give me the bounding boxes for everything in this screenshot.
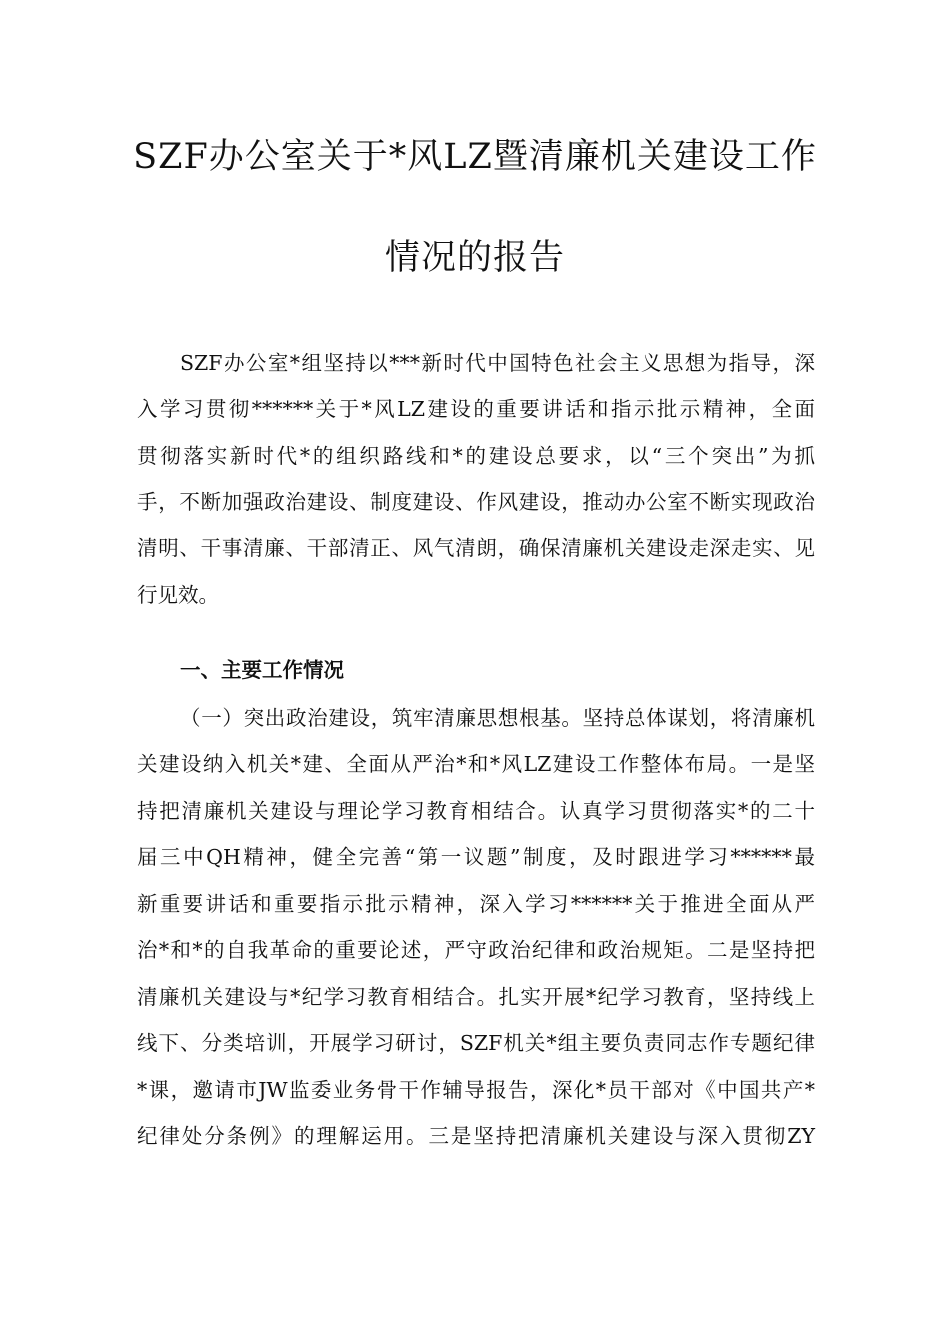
text-line: 清廉机关建设与*纪学习教育相结合。扎实开展*纪学习教育，坚持线上 [137, 985, 815, 1009]
text-line: （一）突出政治建设，筑牢清廉思想根基。坚持总体谋划，将清廉机 [180, 706, 815, 730]
text-line: 行见效。 [137, 583, 219, 607]
text-line: 关建设纳入机关*建、全面从严治*和*风LZ建设工作整体布局。一是坚 [137, 752, 815, 776]
text-line: SZF办公室*组坚持以***新时代中国特色社会主义思想为指导，深 [180, 351, 815, 375]
text-line: *课，邀请市JW监委业务骨干作辅导报告，深化*员干部对《中国共产* [137, 1078, 815, 1102]
document-title-line-2: 情况的报告 [384, 238, 565, 278]
text-line: 届三中QH精神，健全完善“第一议题”制度，及时跟进学习******最 [137, 845, 815, 869]
text-line: 入学习贯彻******关于*风LZ建设的重要讲话和指示批示精神，全面 [137, 397, 815, 421]
text-line: 新重要讲话和重要指示批示精神，深入学习******关于推进全面从严 [137, 892, 815, 916]
text-line: 手，不断加强政治建设、制度建设、作风建设，推动办公室不断实现政治 [137, 490, 815, 514]
text-line: 贯彻落实新时代*的组织路线和*的建设总要求，以“三个突出”为抓 [137, 444, 815, 468]
text-line: 治*和*的自我革命的重要论述，严守政治纪律和政治规矩。二是坚持把 [137, 938, 815, 962]
text-line: 持把清廉机关建设与理论学习教育相结合。认真学习贯彻落实*的二十 [137, 799, 815, 823]
text-line: 纪律处分条例》的理解运用。三是坚持把清廉机关建设与深入贯彻ZY [137, 1124, 815, 1148]
document-title-line-1: SZF办公室关于*风LZ暨清廉机关建设工作 [133, 137, 817, 177]
text-line: 线下、分类培训，开展学习研讨，SZF机关*组主要负责同志作专题纪律 [137, 1031, 815, 1055]
section-heading: 一、主要工作情况 [180, 658, 344, 682]
text-line: 清明、干事清廉、干部清正、风气清朗，确保清廉机关建设走深走实、见 [137, 536, 815, 560]
